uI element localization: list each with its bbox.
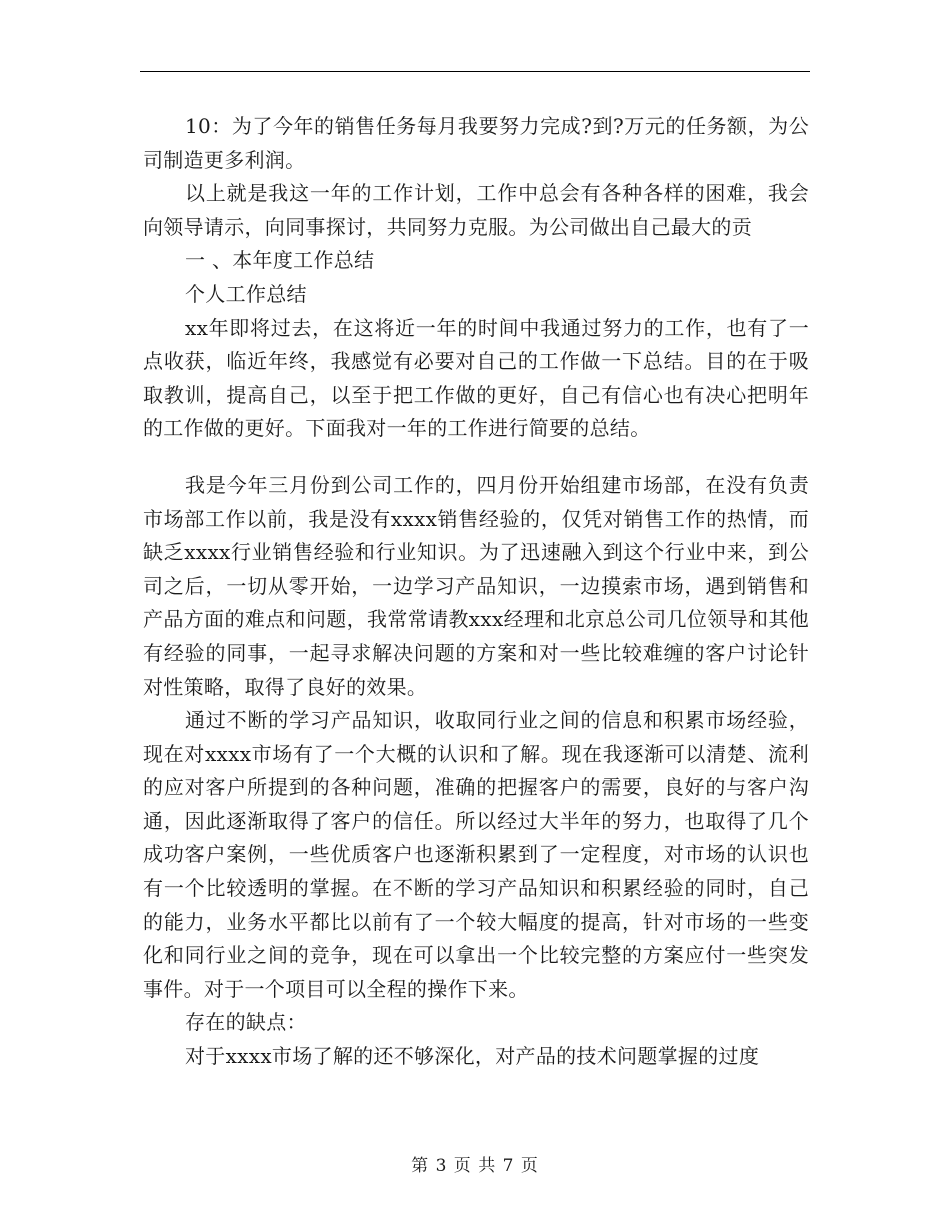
paragraph-plan-closing: 以上就是我这一年的工作计划，工作中总会有各种各样的困难，我会向领导请示，向同事探讨，共同努力克服。为公司做出自己最大的贡 (143, 181, 809, 239)
paragraph-learning-progress: 通过不断的学习产品知识，收取同行业之间的信息和积累市场经验，现在对xxxx市场有了一个大概的认识和了解。现在我逐渐可以清楚、流利的应对客户所提到的各种问题，准确的把握客户的需要，良好的与客户沟通，因此逐渐取得了客户的信任。所以经过大半年的努力，也取得了几个成功客户案例，一些优质客户也逐渐积累到了一定程度，对市场的认识也有一个比较透明的掌握。在不断的学习产品知识和积累经验的同时，自己的能力，业务水平都比以前有了一个较大幅度的提高，针对市场的一些变化和同行业之间的竞争，现在可以拿出一个比较完整的方案应付一些突发事件。对于一个项目可以全程的操作下来。 (143, 708, 809, 1001)
section-heading-personal-summary: 个人工作总结 (185, 281, 307, 306)
document-body (143, 110, 809, 1074)
paragraph-shortcomings: 对于xxxx市场了解的还不够深化，对产品的技术问题掌握的过度 (185, 1044, 760, 1069)
paragraph-summary-intro: xx年即将过去，在这将近一年的时间中我通过努力的工作，也有了一点收获，临近年终，我感觉有必要对自己的工作做一下总结。目的在于吸取教训，提高自己，以至于把工作做的更好，自己有信心也有决心把明年的工作做的更好。下面我对一年的工作进行简要的总结。 (143, 315, 809, 441)
paragraph-gap (143, 446, 809, 469)
paragraph-work-experience: 我是今年三月份到公司工作的，四月份开始组建市场部，在没有负责市场部工作以前，我是没有xxxx销售经验的，仅凭对销售工作的热情，而缺乏xxxx行业销售经验和行业知识。为了迅速融入到这个行业中来，到公司之后，一切从零开始，一边学习产品知识，一边摸索市场，遇到销售和产品方面的难点和问题，我常常请教xxx经理和北京总公司几位领导和其他有经验的同事，一起寻求解决问题的方案和对一些比较难缠的客户讨论针对性策略，取得了良好的效果。 (143, 472, 809, 699)
page-number-footer: 第 3 页 共 7 页 (411, 1156, 539, 1176)
section-heading-annual-summary: 一 、本年度工作总结 (185, 248, 375, 273)
paragraph-sales-target: 10：为了今年的销售任务每月我要努力完成?到?万元的任务额，为公司制造更多利润。 (143, 114, 809, 172)
section-heading-shortcomings: 存在的缺点： (185, 1010, 307, 1035)
header-rule (140, 71, 810, 72)
